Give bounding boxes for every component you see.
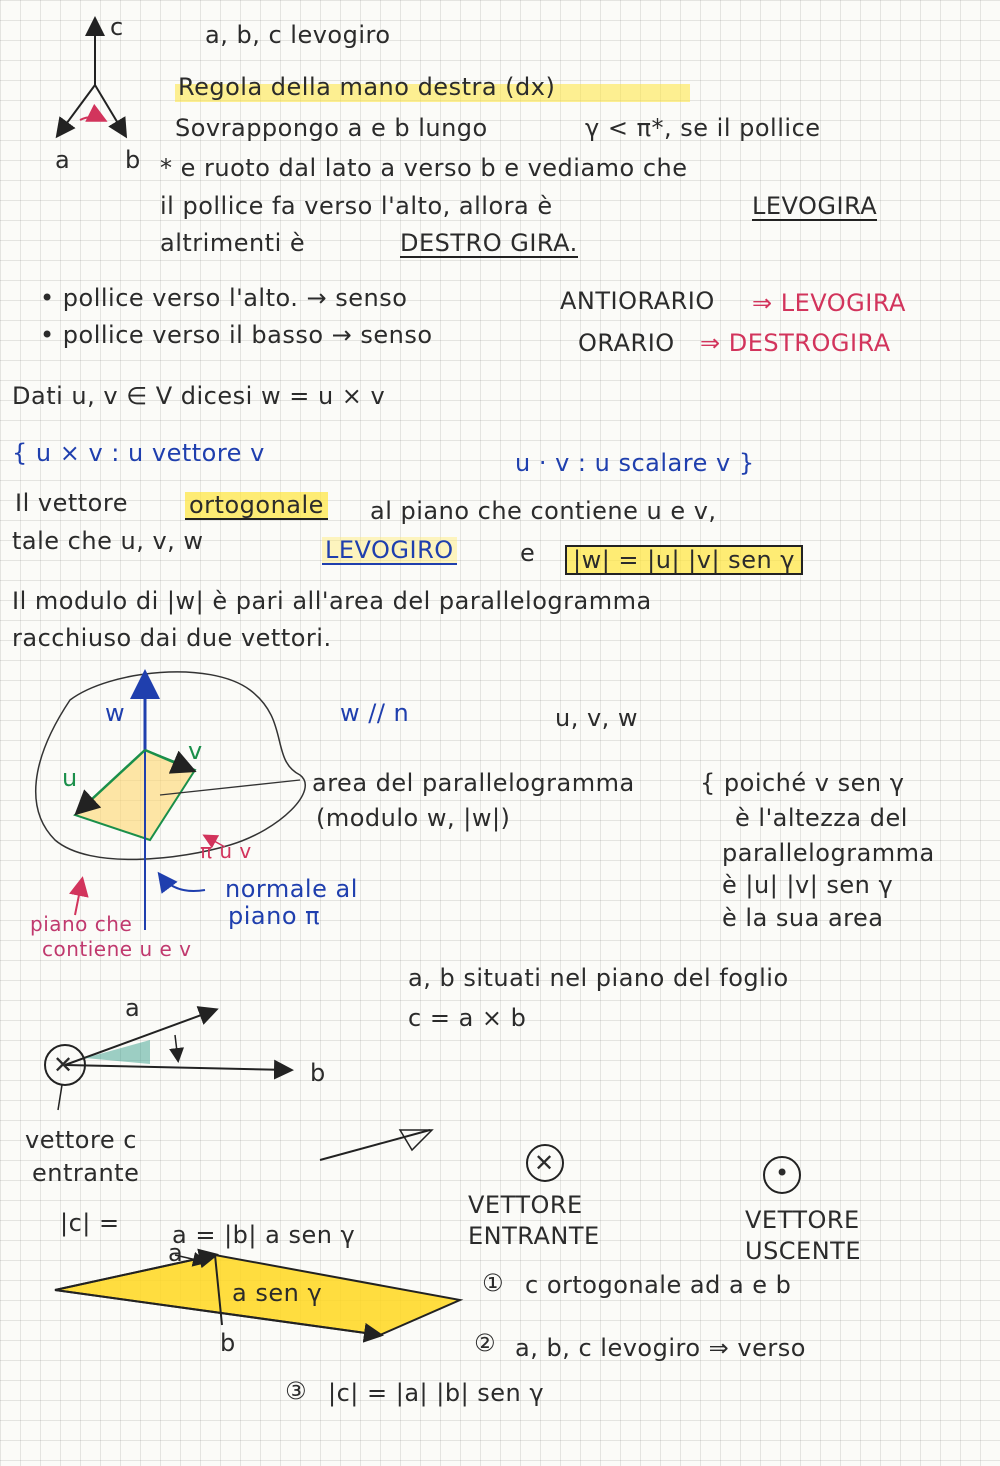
asen-label: a sen γ (232, 1279, 323, 1307)
c-equals-a-cross-b: c = a × b (408, 1004, 527, 1032)
bullet-2-text: • pollice verso il basso → senso (40, 321, 433, 349)
area-line-2: (modulo w, |w|) (316, 804, 511, 832)
modulo-line-1: Il modulo di |w| è pari all'area del parallelogramma (12, 587, 652, 615)
fig2-b-label: b (310, 1059, 326, 1087)
area-formula: a = |b| a sen γ (172, 1221, 356, 1249)
entrante-line-2: entrante (32, 1159, 140, 1187)
entering-x-symbol: ✕ (534, 1149, 555, 1177)
entrante-line-1: vettore c (25, 1126, 137, 1154)
step-3-number: ③ (285, 1377, 308, 1405)
step-1-text: c ortogonale ad a e b (525, 1271, 792, 1299)
ortho-line-a: Il vettore (15, 489, 128, 517)
fig1-w-label: w (105, 699, 126, 727)
fig2-x-symbol: ✕ (53, 1051, 74, 1079)
modulo-line-2: racchiuso dai due vettori. (12, 624, 332, 652)
normale-line-2: piano π (228, 902, 321, 930)
ortho-highlight: ortogonale (185, 492, 328, 520)
step-1-number: ① (482, 1269, 505, 1297)
ortho-line-b: al piano che contiene u e v, (370, 497, 717, 525)
bullet-2-result: ⇒ DESTROGIRA (700, 329, 891, 357)
step-2-text: a, b, c levogiro ⇒ verso (515, 1334, 806, 1362)
bullet-2-senso: ORARIO (578, 329, 675, 357)
fig2-a-label: a (125, 994, 141, 1022)
w-parallel-n: w // n (340, 699, 410, 727)
line-gamma: γ < π*, se il pollice (585, 114, 821, 142)
line-pollice: il pollice fa verso l'alto, allora è (160, 192, 553, 220)
modulo-formula-box: |w| = |u| |v| sen γ (565, 545, 803, 575)
dati-line: Dati u, v ∈ V dicesi w = u × v (12, 382, 386, 410)
fig3-b-label: b (220, 1329, 236, 1357)
levogiro-word: LEVOGIRO (322, 537, 457, 565)
fig3-a-label: a (168, 1239, 184, 1267)
fig1-v-label: v (188, 737, 203, 765)
poiche-line-3: parallelogramma (722, 839, 935, 867)
exiting-dot-symbol: • (775, 1159, 790, 1187)
set-left: { u × v : u vettore v (12, 439, 265, 467)
piano-line-2: contiene u e v (42, 937, 192, 961)
line-sovrappongo: Sovrappongo a e b lungo (175, 114, 488, 142)
destro-gira-word: DESTRO GIRA. (400, 229, 578, 257)
poiche-line-2: è l'altezza del (735, 804, 908, 832)
fig1-u-label: u (62, 764, 78, 792)
step-3-text: |c| = |a| |b| sen γ (328, 1379, 545, 1407)
piano-line-1: piano che (30, 912, 133, 936)
bullet-1-text: • pollice verso l'alto. → senso (40, 284, 408, 312)
step-2-number: ② (474, 1329, 497, 1357)
c-abs-label: |c| = (60, 1209, 120, 1237)
poiche-line-1: { poiché v sen γ (700, 769, 905, 797)
poiche-line-4: è |u| |v| sen γ (722, 871, 894, 899)
situati-line: a, b situati nel piano del foglio (408, 964, 789, 992)
poiche-line-5: è la sua area (722, 904, 884, 932)
axis-label-a: a (55, 146, 71, 174)
bullet-1-result: ⇒ LEVOGIRA (752, 289, 906, 317)
line-abc-levogiro: a, b, c levogiro (205, 21, 391, 49)
set-right: u · v : u scalare v } (515, 449, 755, 477)
tale-line-b: e (520, 539, 536, 567)
levogira-word: LEVOGIRA (752, 192, 878, 220)
axis-label-c: c (110, 13, 124, 41)
vector-entering-figure (45, 1010, 800, 1193)
vettore-uscente: VETTORE USCENTE (745, 1206, 861, 1266)
line-ruoto: * e ruoto dal lato a verso b e vediamo che (160, 154, 688, 182)
line-altrimenti: altrimenti è (160, 229, 306, 257)
axis-label-b: b (125, 146, 141, 174)
rule-title: Regola della mano destra (dx) (178, 73, 556, 101)
normale-line-1: normale al (225, 875, 358, 903)
tale-line-a: tale che u, v, w (12, 527, 204, 555)
u-v-w-label: u, v, w (555, 704, 639, 732)
pi-uv-label: π u v (200, 839, 252, 863)
vettore-entrante: VETTORE ENTRANTE (468, 1191, 600, 1251)
area-line-1: area del parallelogramma (312, 769, 635, 797)
bullet-1-senso: ANTIORARIO (560, 287, 715, 315)
